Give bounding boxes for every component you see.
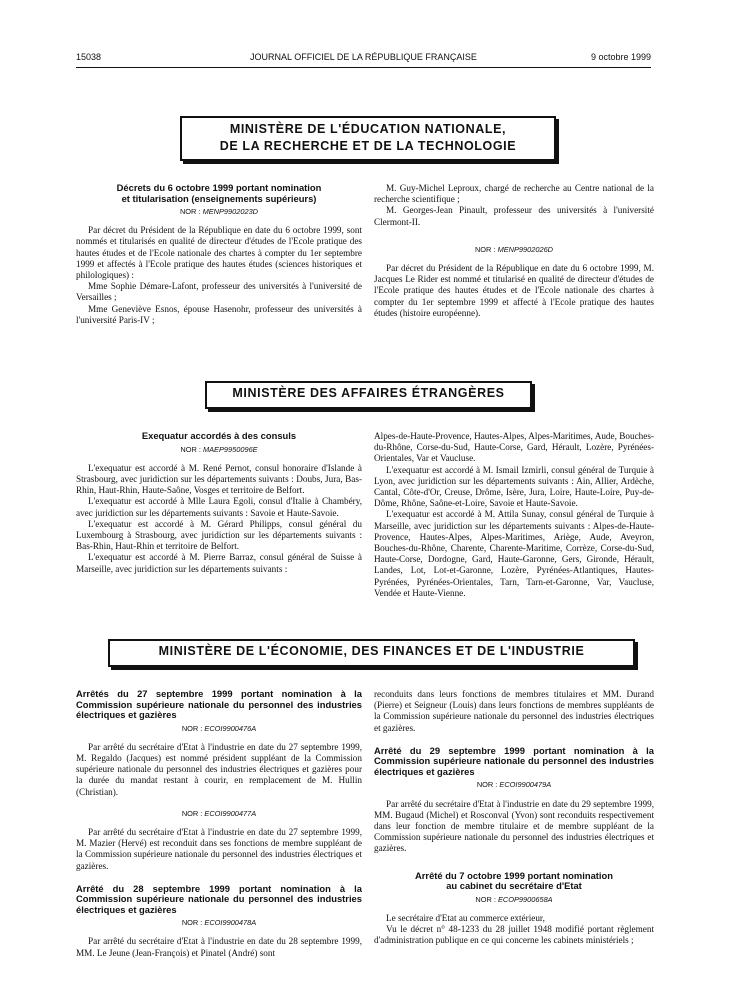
paragraph: Par décret du Président de la République en date du 6 octobre 1999, sont nommés et titularisés en qualité de directeur d'études de l'Ecole pratique des hautes études et de l'Ecole nationale des chartes à compter du 1er septembre 1999 et affectés à l'Ecole pratique des hautes études (sciences historiques et philologiques) : xyxy=(76,225,362,281)
header-rule xyxy=(76,67,651,68)
paragraph: Par arrêté du secrétaire d'Etat à l'industrie en date du 27 septembre 1999, M. Regaldo (Jacques) est nommé président suppléant de la Commission supérieure nationale du personnel des industries électriques et gazières pour la durée du mandat restant à courir, en remplacement de M. Hullin (Christian). xyxy=(76,741,362,797)
order-heading-line1: Arrêté du 7 octobre 1999 portant nomination xyxy=(415,869,613,881)
paragraph: L'exequatur est accordé à M. Pierre Barraz, consul général de Suisse à Marseille, avec juridiction sur les départements suivants : xyxy=(76,552,362,574)
paragraph: Par arrêté du secrétaire d'Etat à l'industrie en date du 27 septembre 1999, M. Mazier (Hervé) est reconduit dans ses fonctions de membre suppléant de la Commission supérieure nationale du personnel des industries électriques et gazières. xyxy=(76,826,362,871)
sec3-left-column xyxy=(76,689,362,959)
nor-code: MAEP9950096E xyxy=(202,444,258,454)
nor-reference xyxy=(76,206,362,217)
paragraph: Par arrêté du secrétaire d'Etat à l'industrie en date du 28 septembre 1999, MM. Le Jeune (Jean-François) et Pinatel (André) sont xyxy=(76,936,362,958)
nor-label: NOR : xyxy=(181,723,205,733)
paragraph: L'exequatur est accordé à M. René Pernot, consul honoraire d'Islande à Strasbourg, avec juridiction sur les départements suivants : Doubs, Jura, Bas-Rhin, Haut-Rhin, Haute-Saône, Vosges et territoire de Belfort. xyxy=(76,462,362,496)
nor-code: ECOI9900476A xyxy=(204,723,257,733)
paragraph: reconduits dans leurs fonctions de membres titulaires et MM. Durand (Pierre) et Seigneur (Louis) dans leurs fonctions de membres suppléants de la Commission supérieure nationale du personnel des industries électriques et gazières. xyxy=(374,689,654,733)
ministry-economy-title: MINISTÈRE DE L'ÉCONOMIE, DES FINANCES ET DE L'INDUSTRIE xyxy=(158,644,585,658)
page-number: 15038 xyxy=(76,52,102,62)
paragraph: L'exequatur est accordé à M. Ismail Izmirli, consul général de Turquie à Lyon, avec juridiction sur les départements suivants : Ain, Allier, Ardèche, Cantal, Côte-d'Or, Creuse, Drôme, Isère, Jura, Loire, Haute-Loire, Puy-de-Dôme, Rhône, Saône-et-Loire, Savoie et Haute-Savoie. xyxy=(374,464,654,509)
nor-code: ECOI9900479A xyxy=(499,780,552,790)
order-heading: Arrêté du 29 septembre 1999 portant nomination à la Commission supérieure nationale du personnel des industries électriques et gazières xyxy=(374,744,654,777)
page-header xyxy=(76,52,651,66)
paragraph: L'exequatur est accordé à Mlle Laura Egoli, consul d'Italie à Chambéry, avec juridiction sur les départements suivants : Savoie et Haute-Savoie. xyxy=(76,496,362,518)
nor-code: MENP9902026D xyxy=(497,244,554,254)
nor-reference xyxy=(374,894,654,905)
ministry-economy-title-box xyxy=(108,639,635,667)
ministry-education-title-line1: MINISTÈRE DE L'ÉDUCATION NATIONALE, xyxy=(229,122,507,136)
paragraph: Par décret du Président de la République en date du 6 octobre 1999, M. Jacques Le Rider est nommé et titularisé en qualité de directeur d'études de l'Ecole pratique des hautes études et de l'Ecole nationale des chartes à compter du 1er septembre 1999 et affecté à l'Ecole pratique des hautes études (histoire européenne). xyxy=(374,263,654,318)
sec2-left-column xyxy=(76,431,362,575)
nor-label: NOR : xyxy=(181,808,205,818)
nor-code: ECOI9900477A xyxy=(204,808,257,818)
nor-label: NOR : xyxy=(179,207,203,216)
nor-code: MENP9902023D xyxy=(202,207,259,216)
decree-heading-line2: et titularisation (enseignements supérieurs) xyxy=(121,192,317,204)
paragraph: Vu le décret n° 48-1233 du 28 juillet 1948 modifié portant règlement d'administration publique en ce qui concerne les cabinets ministériels ; xyxy=(374,923,654,946)
nor-reference xyxy=(76,723,362,734)
nor-reference xyxy=(374,779,654,790)
nor-reference xyxy=(76,808,362,819)
ministry-education-title-box xyxy=(180,116,556,161)
decree-heading-line1: Décrets du 6 octobre 1999 portant nomination xyxy=(116,182,322,193)
nor-label: NOR : xyxy=(181,918,205,928)
paragraph: Alpes-de-Haute-Provence, Hautes-Alpes, Alpes-Maritimes, Aude, Bouches-du-Rhône, Corse-du-Sud, Haute-Corse, Gard, Hérault, Lozère, Pyrénées-Orientales, Var et Vaucluse. xyxy=(374,431,654,464)
order-heading: Arrêté du 28 septembre 1999 portant nomination à la Commission supérieure nationale du personnel des industries électriques et gazières xyxy=(76,882,362,915)
sec1-right-column xyxy=(374,183,654,319)
paragraph: Par arrêté du secrétaire d'Etat à l'industrie en date du 29 septembre 1999, MM. Bugaud (Michel) et Rosconval (Yvon) sont reconduits respectivement dans leur fonction de membre titulaire et de membre suppléant de la Commission supérieure nationale du personnel des industries électriques et gazières. xyxy=(374,798,654,854)
nor-code: ECOI9900478A xyxy=(204,918,257,928)
nor-reference xyxy=(76,917,362,928)
ministry-education-title-line2: DE LA RECHERCHE ET DE LA TECHNOLOGIE xyxy=(219,139,517,153)
sec3-right-column xyxy=(374,689,654,946)
paragraph: M. Guy-Michel Leproux, chargé de recherche au Centre national de la recherche scientifique ; xyxy=(374,183,654,205)
journal-title: JOURNAL OFFICIEL DE LA RÉPUBLIQUE FRANÇAISE xyxy=(250,52,477,62)
exequatur-heading: Exequatur accordés à des consuls xyxy=(141,430,297,441)
ministry-foreign-affairs-title-box xyxy=(205,381,532,409)
nor-code: ECOP9900658A xyxy=(497,894,553,904)
nor-label: NOR : xyxy=(476,780,500,790)
issue-date: 9 octobre 1999 xyxy=(590,52,651,62)
paragraph: Mme Sophie Démare-Lafont, professeur des universités à l'université de Versailles ; xyxy=(76,281,362,303)
nor-label: NOR : xyxy=(474,244,498,254)
paragraph: L'exequatur est accordé à M. Attila Sunay, consul général de Turquie à Marseille, avec juridiction sur les départements suivants : Alpes-de-Haute-Provence, Hautes-Alpes, Alpes-Maritimes, Ariège, Aude, Aveyron, Bouches-du-Rhône, Charente, Charente-Maritime, Corrèze, Corse-du-Sud, Haute-Corse, Dordogne, Gard, Haute-Garonne, Gers, Gironde, Hérault, Landes, Lot, Lot-et-Garonne, Lozère, Pyrénées-Atlantiques, Hautes-Pyrénées, Pyrénées-Orientales, Tarn, Tarn-et-Garonne, Var, Vaucluse, Vendée et Haute-Vienne. xyxy=(374,509,654,598)
order-heading: Arrêtés du 27 septembre 1999 portant nomination à la Commission supérieure nationale du personnel des industries électriques et gazières xyxy=(76,688,362,720)
nor-reference xyxy=(76,444,362,455)
paragraph: L'exequatur est accordé à M. Gérard Philipps, consul général du Luxembourg à Strasbourg, avec juridiction sur les départements suivants : Bas-Rhin, Haut-Rhin et territoire de Belfort. xyxy=(76,518,362,552)
nor-reference xyxy=(374,244,654,255)
paragraph: M. Georges-Jean Pinault, professeur des universités à l'université Clermont-II. xyxy=(374,205,654,227)
sec2-right-column xyxy=(374,431,654,599)
paragraph: Mme Geneviève Esnos, épouse Hasenohr, professeur des universités à l'université Paris-IV ; xyxy=(76,303,362,325)
paragraph: Le secrétaire d'Etat au commerce extérieur, xyxy=(386,912,545,923)
ministry-foreign-affairs-title: MINISTÈRE DES AFFAIRES ÉTRANGÈRES xyxy=(232,386,505,400)
sec1-left-column xyxy=(76,183,362,326)
nor-label: NOR : xyxy=(180,444,203,454)
order-heading-line2: au cabinet du secrétaire d'Etat xyxy=(446,880,582,892)
nor-label: NOR : xyxy=(475,894,498,904)
